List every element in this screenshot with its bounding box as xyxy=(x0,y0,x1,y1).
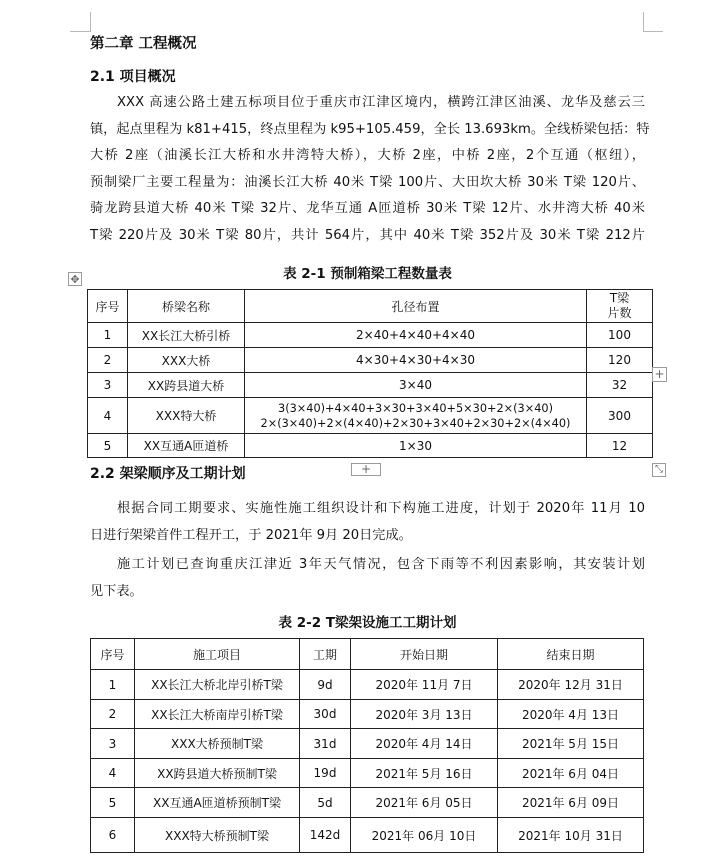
cell-no: 4 xyxy=(88,398,128,434)
cell-duration: 19d xyxy=(300,759,351,788)
column-header-beam-count: T梁片数 xyxy=(587,290,653,323)
cell-start-date: 2020年 4月 14日 xyxy=(351,729,498,759)
cell-duration: 142d xyxy=(300,818,351,853)
table-header-row xyxy=(88,290,653,323)
cell-beam-count: 300 xyxy=(587,398,653,434)
table-row xyxy=(91,818,644,853)
cell-start-date: 2021年 6月 05日 xyxy=(351,788,498,818)
cell-bridge-name: XX长江大桥引桥 xyxy=(128,323,245,348)
cell-item: XXX特大桥预制T梁 xyxy=(135,818,300,853)
cell-beam-count: 32 xyxy=(587,373,653,398)
cell-beam-count: 12 xyxy=(587,434,653,458)
cell-no: 2 xyxy=(88,348,128,373)
table-row xyxy=(91,759,644,788)
chapter-title: 第二章 工程概况 xyxy=(90,36,197,52)
cell-beam-count: 100 xyxy=(587,323,653,348)
cell-bridge-name: XXX大桥 xyxy=(128,348,245,373)
cell-span-layout: 4×30+4×30+4×30 xyxy=(245,348,587,373)
cell-item: XX长江大桥南岸引桥T梁 xyxy=(135,700,300,729)
paragraph-line: 日进行架梁首件工程开工，于 2021年 9月 20日完成。 xyxy=(90,527,412,543)
cell-span-layout xyxy=(245,398,587,434)
column-header-duration: 工期 xyxy=(300,639,351,670)
span-layout-line: 3(3×40)+4×40+3×30+3×40+5×30+2×(3×40) xyxy=(278,401,553,415)
cell-span-layout: 2×40+4×40+4×40 xyxy=(245,323,587,348)
cell-item: XX长江大桥北岸引桥T梁 xyxy=(135,670,300,700)
table-move-handle-icon[interactable]: ✥ xyxy=(68,272,82,286)
column-header-start-date: 开始日期 xyxy=(351,639,498,670)
page-corner-mark-top-left xyxy=(80,12,91,32)
bridge-quantity-table xyxy=(87,289,653,458)
cell-end-date: 2021年 6月 09日 xyxy=(498,788,644,818)
cell-no: 5 xyxy=(91,788,135,818)
cell-no: 3 xyxy=(88,373,128,398)
cell-duration: 31d xyxy=(300,729,351,759)
cell-bridge-name: XXX特大桥 xyxy=(128,398,245,434)
cell-item: XXX大桥预制T梁 xyxy=(135,729,300,759)
cell-no: 3 xyxy=(91,729,135,759)
table-row xyxy=(91,700,644,729)
cell-no: 1 xyxy=(91,670,135,700)
cell-end-date: 2021年 5月 15日 xyxy=(498,729,644,759)
cell-item: XX互通A匝道桥预制T梁 xyxy=(135,788,300,818)
cell-bridge-name: XX互通A匝道桥 xyxy=(128,434,245,458)
cell-start-date: 2021年 5月 16日 xyxy=(351,759,498,788)
paragraph-line: T梁 220片及 30米 T梁 80片，共计 564片，其中 40米 T梁 352片及 30米 T梁 212片 xyxy=(90,227,645,243)
cell-start-date: 2020年 11月 7日 xyxy=(351,670,498,700)
cell-end-date: 2020年 12月 31日 xyxy=(498,670,644,700)
paragraph-line: 镇，起点里程为 k81+415，终点里程为 k95+105.459，全长 13.693km。全线桥梁包括：特 xyxy=(90,121,650,137)
paragraph-line: 预制梁厂主要工程量为：油溪长江大桥 40米 T梁 100片、大田坎大桥 30米 T梁 120片、 xyxy=(90,174,645,190)
page-corner-mark-top-left-h xyxy=(70,31,90,32)
column-header-span-layout: 孔径布置 xyxy=(245,290,587,323)
page-corner-mark-top-right-h xyxy=(643,31,663,32)
table-header-row xyxy=(91,639,644,670)
section-title-project-overview: 2.1 项目概况 xyxy=(90,69,176,85)
project-overview-paragraph xyxy=(90,90,650,249)
column-header-item: 施工项目 xyxy=(135,639,300,670)
schedule-paragraph-2 xyxy=(90,552,645,605)
cell-span-layout: 3×40 xyxy=(245,373,587,398)
cell-no: 4 xyxy=(91,759,135,788)
cell-bridge-name: XX跨县道大桥 xyxy=(128,373,245,398)
cell-no: 6 xyxy=(91,818,135,853)
add-row-icon[interactable]: + xyxy=(351,463,381,476)
table-row xyxy=(91,729,644,759)
column-header-no: 序号 xyxy=(88,290,128,323)
paragraph-line: 根据合同工期要求、实施性施工组织设计和下构施工进度，计划于 2020年 11月 10 xyxy=(117,501,645,516)
table-row xyxy=(91,788,644,818)
cell-no: 2 xyxy=(91,700,135,729)
column-header-bridge-name: 桥梁名称 xyxy=(128,290,245,323)
add-column-icon[interactable]: + xyxy=(652,367,667,382)
table-row xyxy=(91,670,644,700)
table-row xyxy=(88,348,653,373)
table-row xyxy=(88,434,653,458)
erection-schedule-table xyxy=(90,638,644,853)
table2-caption: 表 2-2 T梁架设施工工期计划 xyxy=(278,615,457,631)
cell-start-date: 2020年 3月 13日 xyxy=(351,700,498,729)
section-title-erection-schedule: 2.2 架梁顺序及工期计划 xyxy=(90,466,246,482)
cell-beam-count: 120 xyxy=(587,348,653,373)
paragraph-line: XXX 高速公路土建五标项目位于重庆市江津区境内，横跨江津区油溪、龙华及慈云三 xyxy=(117,95,645,110)
cell-no: 5 xyxy=(88,434,128,458)
paragraph-line: 骑龙跨县道大桥 40米 T梁 32片、龙华互通 A匝道桥 30米 T梁 12片、水井湾大桥 40米 xyxy=(90,201,645,216)
span-layout-line: 2×(3×40)+2×(4×40)+2×30+3×40+2×30+2×(4×40) xyxy=(260,416,571,430)
cell-end-date: 2021年 6月 04日 xyxy=(498,759,644,788)
table-row xyxy=(88,323,653,348)
table1-caption: 表 2-1 预制箱梁工程数量表 xyxy=(283,266,452,282)
column-header-end-date: 结束日期 xyxy=(498,639,644,670)
paragraph-line: 大桥 2座（油溪长江大桥和水井湾特大桥），大桥 2座，中桥 2座，2个互通（枢纽）， xyxy=(90,148,645,163)
page-corner-mark-top-right xyxy=(643,12,644,32)
cell-end-date: 2020年 4月 13日 xyxy=(498,700,644,729)
column-header-no: 序号 xyxy=(91,639,135,670)
table-row xyxy=(88,398,653,434)
paragraph-line: 施工计划已查询重庆江津近 3年天气情况，包含下雨等不利因素影响，其安装计划 xyxy=(117,557,645,572)
cell-end-date: 2021年 10月 31日 xyxy=(498,818,644,853)
cell-start-date: 2021年 06月 10日 xyxy=(351,818,498,853)
schedule-paragraph-1 xyxy=(90,496,645,549)
table-resize-handle-icon[interactable]: ⤡ xyxy=(652,463,666,477)
cell-span-layout: 1×30 xyxy=(245,434,587,458)
cell-duration: 5d xyxy=(300,788,351,818)
cell-duration: 30d xyxy=(300,700,351,729)
cell-duration: 9d xyxy=(300,670,351,700)
cell-no: 1 xyxy=(88,323,128,348)
paragraph-line: 见下表。 xyxy=(90,583,143,599)
table-row xyxy=(88,373,653,398)
cell-item: XX跨县道大桥预制T梁 xyxy=(135,759,300,788)
